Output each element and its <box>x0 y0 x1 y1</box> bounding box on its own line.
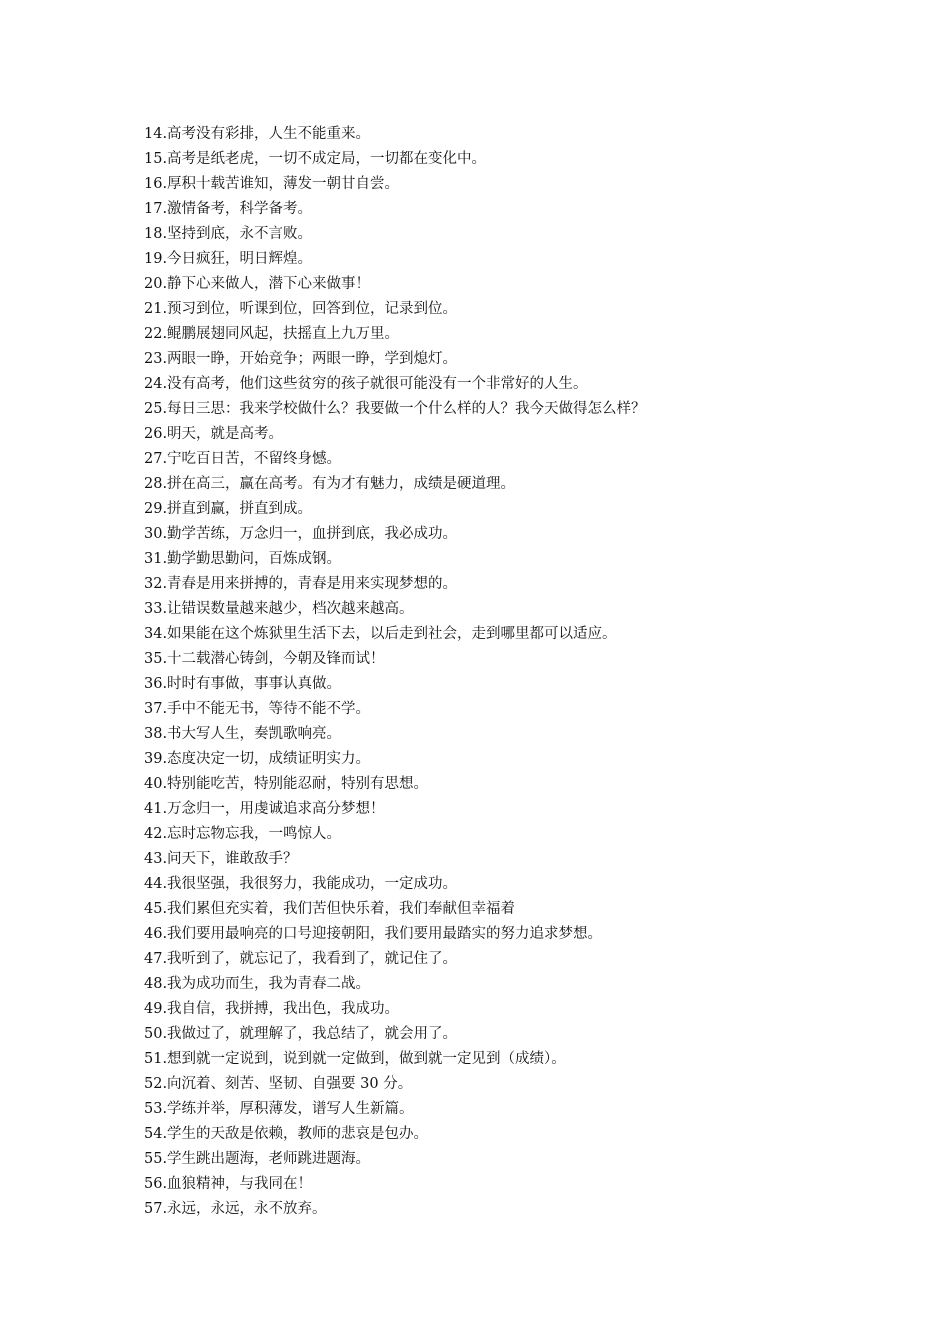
list-item: 22.鲲鹏展翅同风起，扶摇直上九万里。 <box>144 326 400 342</box>
list-item: 42.忘时忘物忘我，一鸣惊人。 <box>144 826 342 842</box>
list-item: 15.高考是纸老虎，一切不成定局，一切都在变化中。 <box>144 151 487 167</box>
list-item: 21.预习到位，听课到位，回答到位，记录到位。 <box>144 301 458 317</box>
list-item: 50.我做过了，就理解了，我总结了，就会用了。 <box>144 1026 458 1042</box>
list-item: 19.今日疯狂，明日辉煌。 <box>144 251 313 267</box>
list-item: 23.两眼一睁，开始竞争；两眼一睁，学到熄灯。 <box>144 351 458 367</box>
list-item: 55.学生跳出题海，老师跳进题海。 <box>144 1151 371 1167</box>
list-item: 18.坚持到底，永不言败。 <box>144 226 313 242</box>
list-item: 16.厚积十载苦谁知，薄发一朝甘自尝。 <box>144 176 400 192</box>
slogan-list <box>144 122 824 1222</box>
list-item: 53.学练并举，厚积薄发，谱写人生新篇。 <box>144 1101 414 1117</box>
list-item: 32.青春是用来拼搏的，青春是用来实现梦想的。 <box>144 576 458 592</box>
list-item: 29.拼直到赢，拼直到成。 <box>144 501 313 517</box>
list-item: 43.问天下，谁敢敌手？ <box>144 851 298 867</box>
list-item: 33.让错误数量越来越少，档次越来越高。 <box>144 601 414 617</box>
list-item: 14.高考没有彩排，人生不能重来。 <box>144 126 371 142</box>
list-item: 44.我很坚强，我很努力，我能成功，一定成功。 <box>144 876 458 892</box>
list-item: 36.时时有事做，事事认真做。 <box>144 676 342 692</box>
list-item: 41.万念归一，用虔诚追求高分梦想！ <box>144 801 385 817</box>
list-item: 47.我听到了，就忘记了，我看到了，就记住了。 <box>144 951 458 967</box>
list-item: 30.勤学苦练，万念归一，血拼到底，我必成功。 <box>144 526 458 542</box>
list-item: 56.血狼精神，与我同在！ <box>144 1176 313 1192</box>
list-item: 20.静下心来做人，潜下心来做事！ <box>144 276 371 292</box>
list-item: 31.勤学勤思勤问，百炼成钢。 <box>144 551 342 567</box>
list-item: 39.态度决定一切，成绩证明实力。 <box>144 751 371 767</box>
list-item: 38.书大写人生，奏凯歌响亮。 <box>144 726 342 742</box>
list-item: 27.宁吃百日苦，不留终身憾。 <box>144 451 342 467</box>
list-item: 54.学生的天敌是依赖，教师的悲哀是包办。 <box>144 1126 429 1142</box>
list-item: 49.我自信，我拼搏，我出色，我成功。 <box>144 1001 400 1017</box>
list-item: 37.手中不能无书，等待不能不学。 <box>144 701 371 717</box>
list-item: 57.永远，永远，永不放弃。 <box>144 1201 327 1217</box>
list-item: 52.向沉着、刻苦、坚韧、自强要 30 分。 <box>144 1076 413 1092</box>
list-item: 51.想到就一定说到，说到就一定做到，做到就一定见到（成绩）。 <box>144 1051 566 1067</box>
list-item: 28.拼在高三，赢在高考。有为才有魅力，成绩是硬道理。 <box>144 476 516 492</box>
list-item: 35.十二载潜心铸剑，今朝及锋而试！ <box>144 651 385 667</box>
list-item: 17.激情备考，科学备考。 <box>144 201 313 217</box>
list-item: 24.没有高考，他们这些贫穷的孩子就很可能没有一个非常好的人生。 <box>144 376 588 392</box>
list-item: 40.特别能吃苦，特别能忍耐，特别有思想。 <box>144 776 429 792</box>
list-item: 26.明天，就是高考。 <box>144 426 284 442</box>
list-item: 25.每日三思：我来学校做什么？我要做一个什么样的人？我今天做得怎么样？ <box>144 401 646 417</box>
list-item: 34.如果能在这个炼狱里生活下去，以后走到社会，走到哪里都可以适应。 <box>144 626 617 642</box>
list-item: 48.我为成功而生，我为青春二战。 <box>144 976 371 992</box>
list-item: 45.我们累但充实着，我们苦但快乐着，我们奉献但幸福着 <box>144 901 516 917</box>
list-item: 46.我们要用最响亮的口号迎接朝阳，我们要用最踏实的努力追求梦想。 <box>144 926 603 942</box>
